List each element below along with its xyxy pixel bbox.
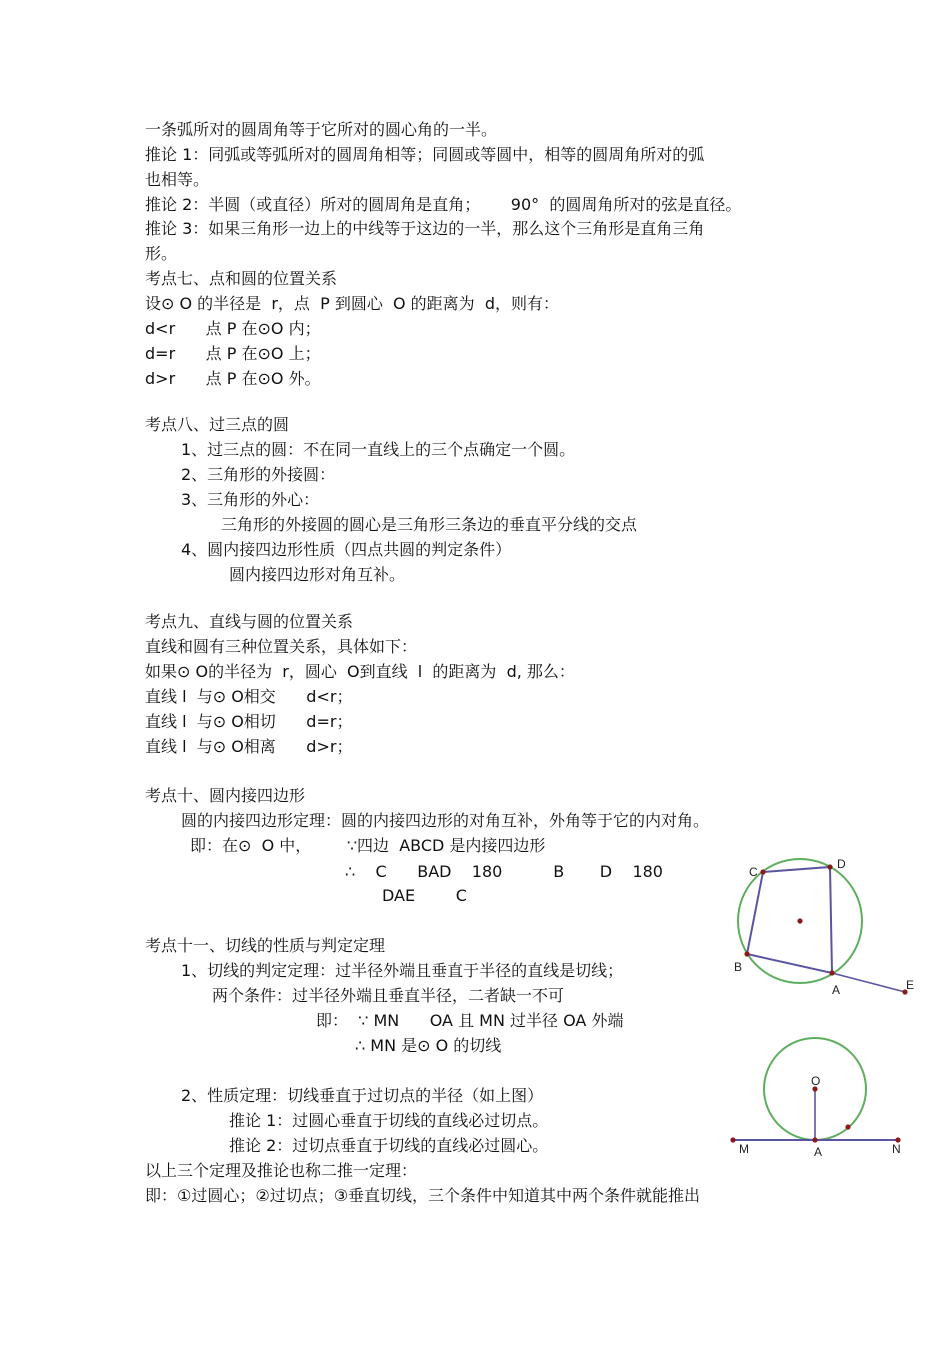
point-m	[730, 1137, 735, 1142]
label-a: A	[814, 1145, 823, 1159]
text-line: 直线和圆有三种位置关系，具体如下：	[145, 637, 418, 656]
text-line: 直线 l 与⊙ O相切 d=r；	[145, 712, 353, 731]
text-line: 即：在⊙ O 中， ∵四边 ABCD 是内接四边形	[190, 836, 546, 855]
formula-line: ∴ MN 是⊙ O 的切线	[355, 1036, 502, 1055]
quadrilateral-abcd	[747, 867, 832, 973]
point-d	[827, 864, 832, 869]
text-line: 推论 3：如果三角形一边上的中线等于这边的一半，那么这个三角形是直角三角	[145, 219, 705, 238]
text-line: 直线 l 与⊙ O相交 d<r；	[145, 687, 353, 706]
formula-line: ∴ C BAD 180 B D 180	[345, 862, 663, 881]
section-heading: 考点八、过三点的圆	[145, 415, 290, 434]
text-line: 设⊙ O 的半径是 r，点 P 到圆心 O 的距离为 d，则有：	[145, 294, 560, 313]
section-heading: 考点九、直线与圆的位置关系	[145, 612, 354, 631]
label-c: C	[749, 865, 758, 879]
text-line: 2、三角形的外接圆：	[181, 465, 336, 484]
text-line: d<r 点 P 在⊙O 内；	[145, 319, 321, 338]
text-line: 圆内接四边形对角互补。	[229, 565, 406, 584]
section-heading: 考点十、圆内接四边形	[145, 786, 306, 805]
text-line: 如果⊙ O的半径为 r，圆心 O到直线 l 的距离为 d, 那么：	[145, 662, 575, 681]
text-line: 也相等。	[145, 170, 210, 189]
text-line: d=r 点 P 在⊙O 上；	[145, 344, 321, 363]
text-line: 直线 l 与⊙ O相离 d>r；	[145, 737, 353, 756]
text-line: 一条弧所对的圆周角等于它所对的圆心角的一半。	[145, 120, 498, 139]
text-line: 2、性质定理：切线垂直于过切点的半径（如上图）	[181, 1086, 544, 1105]
label-d: D	[837, 857, 846, 871]
cyclic-quadrilateral-figure	[725, 850, 925, 1005]
formula-line: 即： ∵ MN OA 且 MN 过半径 OA 外端	[316, 1011, 624, 1030]
text-line: 以上三个定理及推论也称二推一定理：	[145, 1161, 418, 1180]
text-line: 推论 1：过圆心垂直于切线的直线必过切点。	[229, 1111, 549, 1130]
point-a	[812, 1137, 817, 1142]
text-line: 4、圆内接四边形性质（四点共圆的判定条件）	[181, 540, 512, 559]
text-line: 1、过三点的圆：不在同一直线上的三个点确定一个圆。	[181, 440, 576, 459]
tangent-line-figure	[725, 1035, 915, 1165]
text-line: 三角形的外接圆的圆心是三角形三条边的垂直平分线的交点	[221, 515, 638, 534]
label-e: E	[906, 978, 915, 992]
formula-line: DAE C	[382, 886, 467, 905]
text-line: 即：①过圆心；②过切点；③垂直切线，三个条件中知道其中两个条件就能推出	[145, 1186, 701, 1205]
label-n: N	[892, 1142, 901, 1156]
point-a	[829, 970, 834, 975]
text-line: 形。	[145, 244, 178, 263]
point-c	[760, 869, 765, 874]
text-line: d>r 点 P 在⊙O 外。	[145, 369, 321, 388]
text-line: 3、三角形的外心：	[181, 490, 320, 509]
label-o: O	[811, 1074, 821, 1088]
section-heading: 考点七、点和圆的位置关系	[145, 269, 338, 288]
text-line: 推论 1：同弧或等弧所对的圆周角相等；同圆或等圆中，相等的圆周角所对的弧	[145, 145, 705, 164]
label-m: M	[739, 1142, 749, 1156]
center-point	[797, 918, 802, 923]
extension-ae	[832, 973, 905, 992]
text-line: 推论 2：过切点垂直于切线的直线必过圆心。	[229, 1136, 549, 1155]
point-on-circle	[845, 1124, 850, 1129]
section-heading: 考点十一、切线的性质与判定定理	[145, 936, 386, 955]
label-b: B	[734, 960, 743, 974]
point-b	[744, 951, 749, 956]
text-line: 圆的内接四边形定理：圆的内接四边形的对角互补，外角等于它的内对角。	[181, 811, 710, 830]
text-line: 两个条件：过半径外端且垂直半径，二者缺一不可	[212, 986, 565, 1005]
text-line: 推论 2：半圆（或直径）所对的圆周角是直角； 90° 的圆周角所对的弦是直径。	[145, 195, 742, 214]
text-line: 1、切线的判定定理：过半径外端且垂直于半径的直线是切线；	[181, 961, 624, 980]
label-a: A	[832, 983, 841, 997]
